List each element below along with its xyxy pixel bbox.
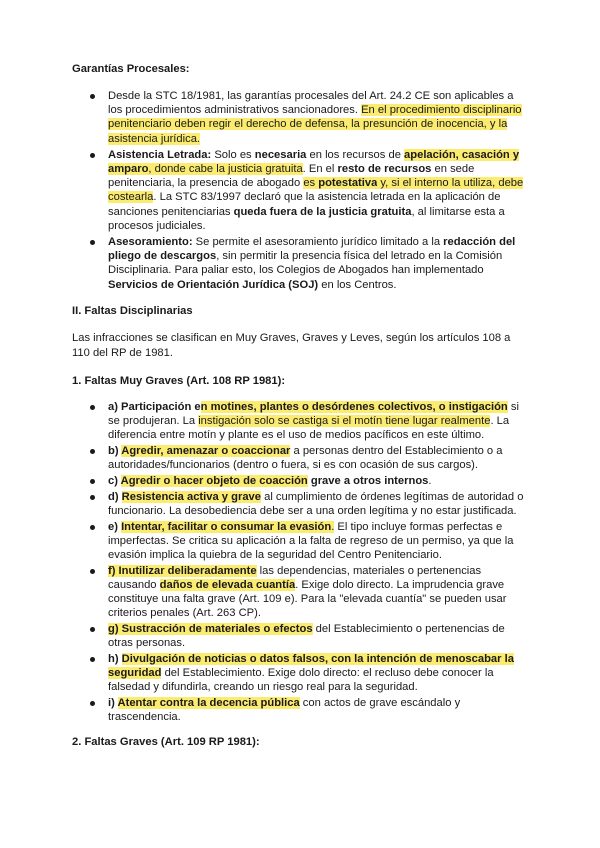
falta-item-c: c) Agredir o hacer objeto de coacción grave a otros internos. <box>72 474 526 488</box>
section-title-faltas: II. Faltas Disciplinarias <box>72 304 193 317</box>
section-title-garantias: Garantías Procesales: <box>72 63 190 75</box>
garantias-item-asistencia-letrada: Asistencia Letrada: Solo es necesaria en los recursos de apelación, casación y amparo, donde cabe la justicia gratuita. En el resto de recursos en sede penitenciaria, la presencia de abogado es potestativa y, si el interno la utiliza, debe costearla. La STC 83/1997 declaró que la asistencia letrada en la aplicación de sanciones penitenciarias queda fuera de la justicia gratuita, al limitarse esta a procesos judiciales. <box>72 148 526 233</box>
falta-item-f: f) Inutilizar deliberadamente las dependencias, materiales o pertenencias causando daños de elevada cuantía. Exige dolo directo. La imprudencia grave constituye una falta grave (Art. 109 e). Para la "elevada cuantía" se pueden usar criterios penales (Art. 263 CP). <box>72 564 526 620</box>
falta-item-i: i) Atentar contra la decencia pública con actos de grave escándalo y trascendencia. <box>72 696 526 724</box>
falta-item-a: a) Participación en motines, plantes o desórdenes colectivos, o instigación si se produjeran. La instigación solo se castiga si el motín tiene lugar realmente. La diferencia entre motín y plante es el uso de medios pacíficos en este último. <box>72 400 526 442</box>
falta-item-h: h) Divulgación de noticias o datos falsos, con la intención de menoscabar la seguridad del Establecimiento. Exige dolo directo: el recluso debe conocer la falsedad y difundirla, creando un riesgo real para la seguridad. <box>72 652 526 694</box>
falta-item-e: e) Intentar, facilitar o consumar la evasión. El tipo incluye formas perfectas e imperfectas. Se critica su aplicación a la falta de regreso de un permiso, ya que la evasión implica la quiebra de la seguridad del Centro Penitenciario. <box>72 520 526 562</box>
document-page <box>72 62 526 750</box>
falta-item-d: d) Resistencia activa y grave al cumplimiento de órdenes legítimas de autoridad o funcionario. La desobediencia debe ser a una orden legítima y no estar justificada. <box>72 490 526 518</box>
garantias-item-asesoramiento: Asesoramiento: Se permite el asesoramiento jurídico limitado a la redacción del pliego de descargos, sin permitir la presencia física del letrado en la Comisión Disciplinaria. Para paliar esto, los Colegios de Abogados han implementado Servicios de Orientación Jurídica (SOJ) en los Centros. <box>72 235 526 292</box>
section-title-graves: 2. Faltas Graves (Art. 109 RP 1981): <box>72 736 260 749</box>
falta-item-b: b) Agredir, amenazar o coaccionar a personas dentro del Establecimiento o a autoridades/funcionarios (dentro o fuera, si es con ocasión de sus cargos). <box>72 444 526 472</box>
falta-item-g: g) Sustracción de materiales o efectos del Establecimiento o pertenencias de otras personas. <box>72 622 526 650</box>
faltas-intro-paragraph: Las infracciones se clasifican en Muy Graves, Graves y Leves, según los artículos 108 a 110 del RP de 1981. <box>72 331 511 360</box>
section-title-muy-graves: 1. Faltas Muy Graves (Art. 108 RP 1981): <box>72 375 286 388</box>
garantias-list <box>72 89 526 292</box>
garantias-item-stc: Desde la STC 18/1981, las garantías procesales del Art. 24.2 CE son aplicables a los procedimientos administrativos sancionadores. En el procedimiento disciplinario penitenciario deben regir el derecho de defensa, la presunción de inocencia, y la asistencia jurídica. <box>72 89 526 146</box>
muy-graves-list <box>72 400 526 724</box>
